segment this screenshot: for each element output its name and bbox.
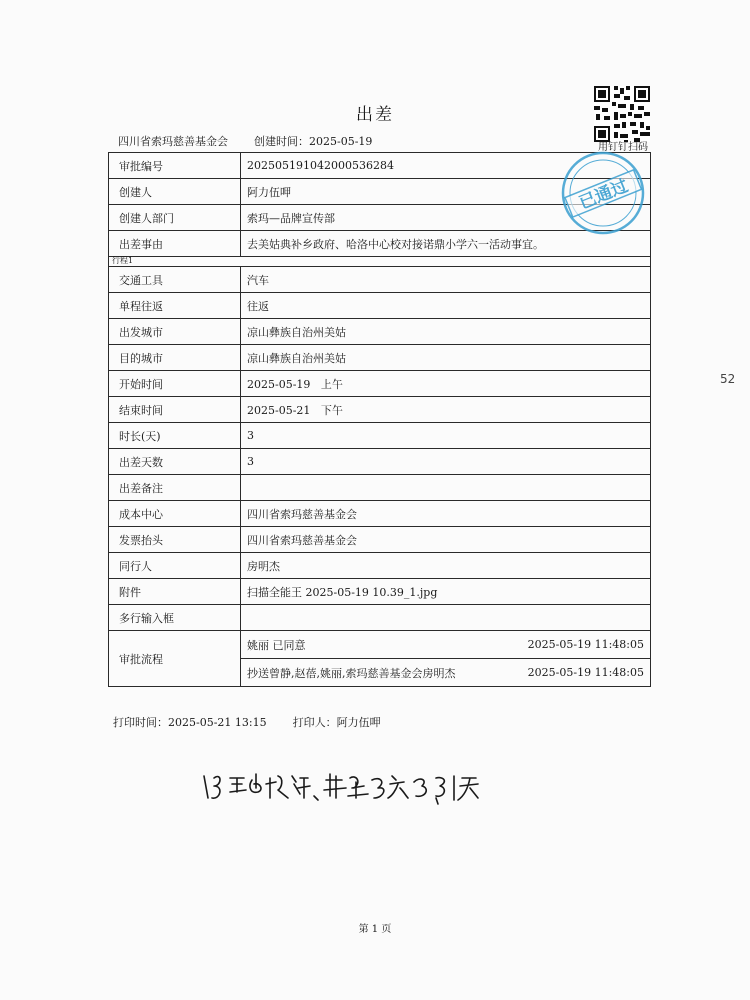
cost-center-label: 成本中心 — [109, 501, 241, 527]
transport-value: 汽车 — [241, 267, 651, 293]
section-trip-1 — [109, 257, 651, 267]
print-time-label: 打印时间： — [113, 716, 168, 729]
document-title: 出差 — [356, 105, 394, 125]
end-time-label: 结束时间 — [109, 397, 241, 423]
end-date: 2025-05-21 — [247, 403, 311, 417]
printer-label: 打印人： — [292, 716, 337, 729]
stamp-text: 已通过 — [576, 176, 632, 214]
remarks-label: 出差备注 — [109, 475, 241, 501]
created-label: 创建时间： — [254, 135, 309, 148]
qr-code-icon — [594, 86, 650, 142]
department-label: 创建人部门 — [109, 205, 241, 231]
duration-label: 时长(天) — [109, 423, 241, 449]
companion-label: 同行人 — [109, 553, 241, 579]
creator-label: 创建人 — [109, 179, 241, 205]
start-period: 上午 — [320, 377, 343, 391]
row-remarks — [109, 475, 651, 501]
multiline-value — [241, 605, 651, 631]
end-period: 下午 — [320, 403, 343, 417]
reason-value: 去美姑典补乡政府、哈洛中心校对接诺鼎小学六一活动事宜。 — [241, 231, 651, 257]
multiline-label: 多行输入框 — [109, 605, 241, 631]
attachment-value: 扫描全能王 2025-05-19 10.39_1.jpg — [241, 579, 651, 605]
transport-label: 交通工具 — [109, 267, 241, 293]
row-cost-center — [109, 501, 651, 527]
flow-entry — [241, 631, 650, 658]
companion-value: 房明杰 — [241, 553, 651, 579]
flow-entry-text: 姚丽 已同意 — [247, 638, 306, 652]
edge-mark: 52 — [720, 372, 736, 386]
trip-type-label: 单程往返 — [109, 293, 241, 319]
organization-name: 四川省索玛慈善基金会 — [118, 135, 228, 148]
flow-entry-time: 2025-05-19 11:48:05 — [527, 638, 644, 651]
approval-flow-label: 审批流程 — [109, 631, 241, 687]
flow-entry-text: 抄送曾静,赵蓓,姚丽,索玛慈善基金会房明杰 — [247, 666, 456, 680]
print-time: 2025-05-21 13:15 — [168, 716, 267, 729]
remarks-value — [241, 475, 651, 501]
created-time: 2025-05-19 — [309, 135, 373, 148]
duration-value: 3 — [241, 423, 651, 449]
row-approval-flow — [109, 631, 651, 687]
from-city-value: 凉山彝族自治州美姑 — [241, 319, 651, 345]
handwritten-note — [200, 768, 480, 808]
qr-caption: 用钉钉扫码 — [598, 142, 648, 153]
end-time-value — [241, 397, 651, 423]
to-city-label: 目的城市 — [109, 345, 241, 371]
trip-days-value: 3 — [241, 449, 651, 475]
cost-center-value: 四川省索玛慈善基金会 — [241, 501, 651, 527]
attachment-label: 附件 — [109, 579, 241, 605]
approval-no-value: 20250519104200053628​4 — [241, 153, 651, 179]
invoice-title-label: 发票抬头 — [109, 527, 241, 553]
start-time-label: 开始时间 — [109, 371, 241, 397]
printer-name: 阿力伍呷 — [336, 716, 381, 729]
row-attachment — [109, 579, 651, 605]
row-invoice-title — [109, 527, 651, 553]
page-number: 第 1 页 — [358, 924, 392, 935]
from-city-label: 出发城市 — [109, 319, 241, 345]
reason-label: 出差事由 — [109, 231, 241, 257]
approved-stamp-icon — [560, 150, 646, 236]
approval-flow-value — [241, 631, 651, 687]
row-companion — [109, 553, 651, 579]
invoice-title-value: 四川省索玛慈善基金会 — [241, 527, 651, 553]
row-transport — [109, 267, 651, 293]
start-date: 2025-05-19 — [247, 377, 311, 391]
row-to-city — [109, 345, 651, 371]
row-trip-type — [109, 293, 651, 319]
row-start-time — [109, 371, 651, 397]
start-time-value — [241, 371, 651, 397]
row-duration — [109, 423, 651, 449]
department-value: 索玛—品牌宣传部 — [241, 205, 651, 231]
print-info — [113, 714, 407, 730]
trip-days-label: 出差天数 — [109, 449, 241, 475]
to-city-value: 凉山彝族自治州美姑 — [241, 345, 651, 371]
row-trip-days — [109, 449, 651, 475]
row-end-time — [109, 397, 651, 423]
row-multiline — [109, 605, 651, 631]
trip-type-value: 往返 — [241, 293, 651, 319]
row-from-city — [109, 319, 651, 345]
document-meta — [118, 133, 398, 149]
approval-no-label: 审批编号 — [109, 153, 241, 179]
flow-entry — [241, 658, 650, 686]
flow-entry-time: 2025-05-19 11:48:05 — [527, 666, 644, 679]
creator-value: 阿力伍呷 — [241, 179, 651, 205]
section-label: 行程1 — [109, 257, 651, 267]
